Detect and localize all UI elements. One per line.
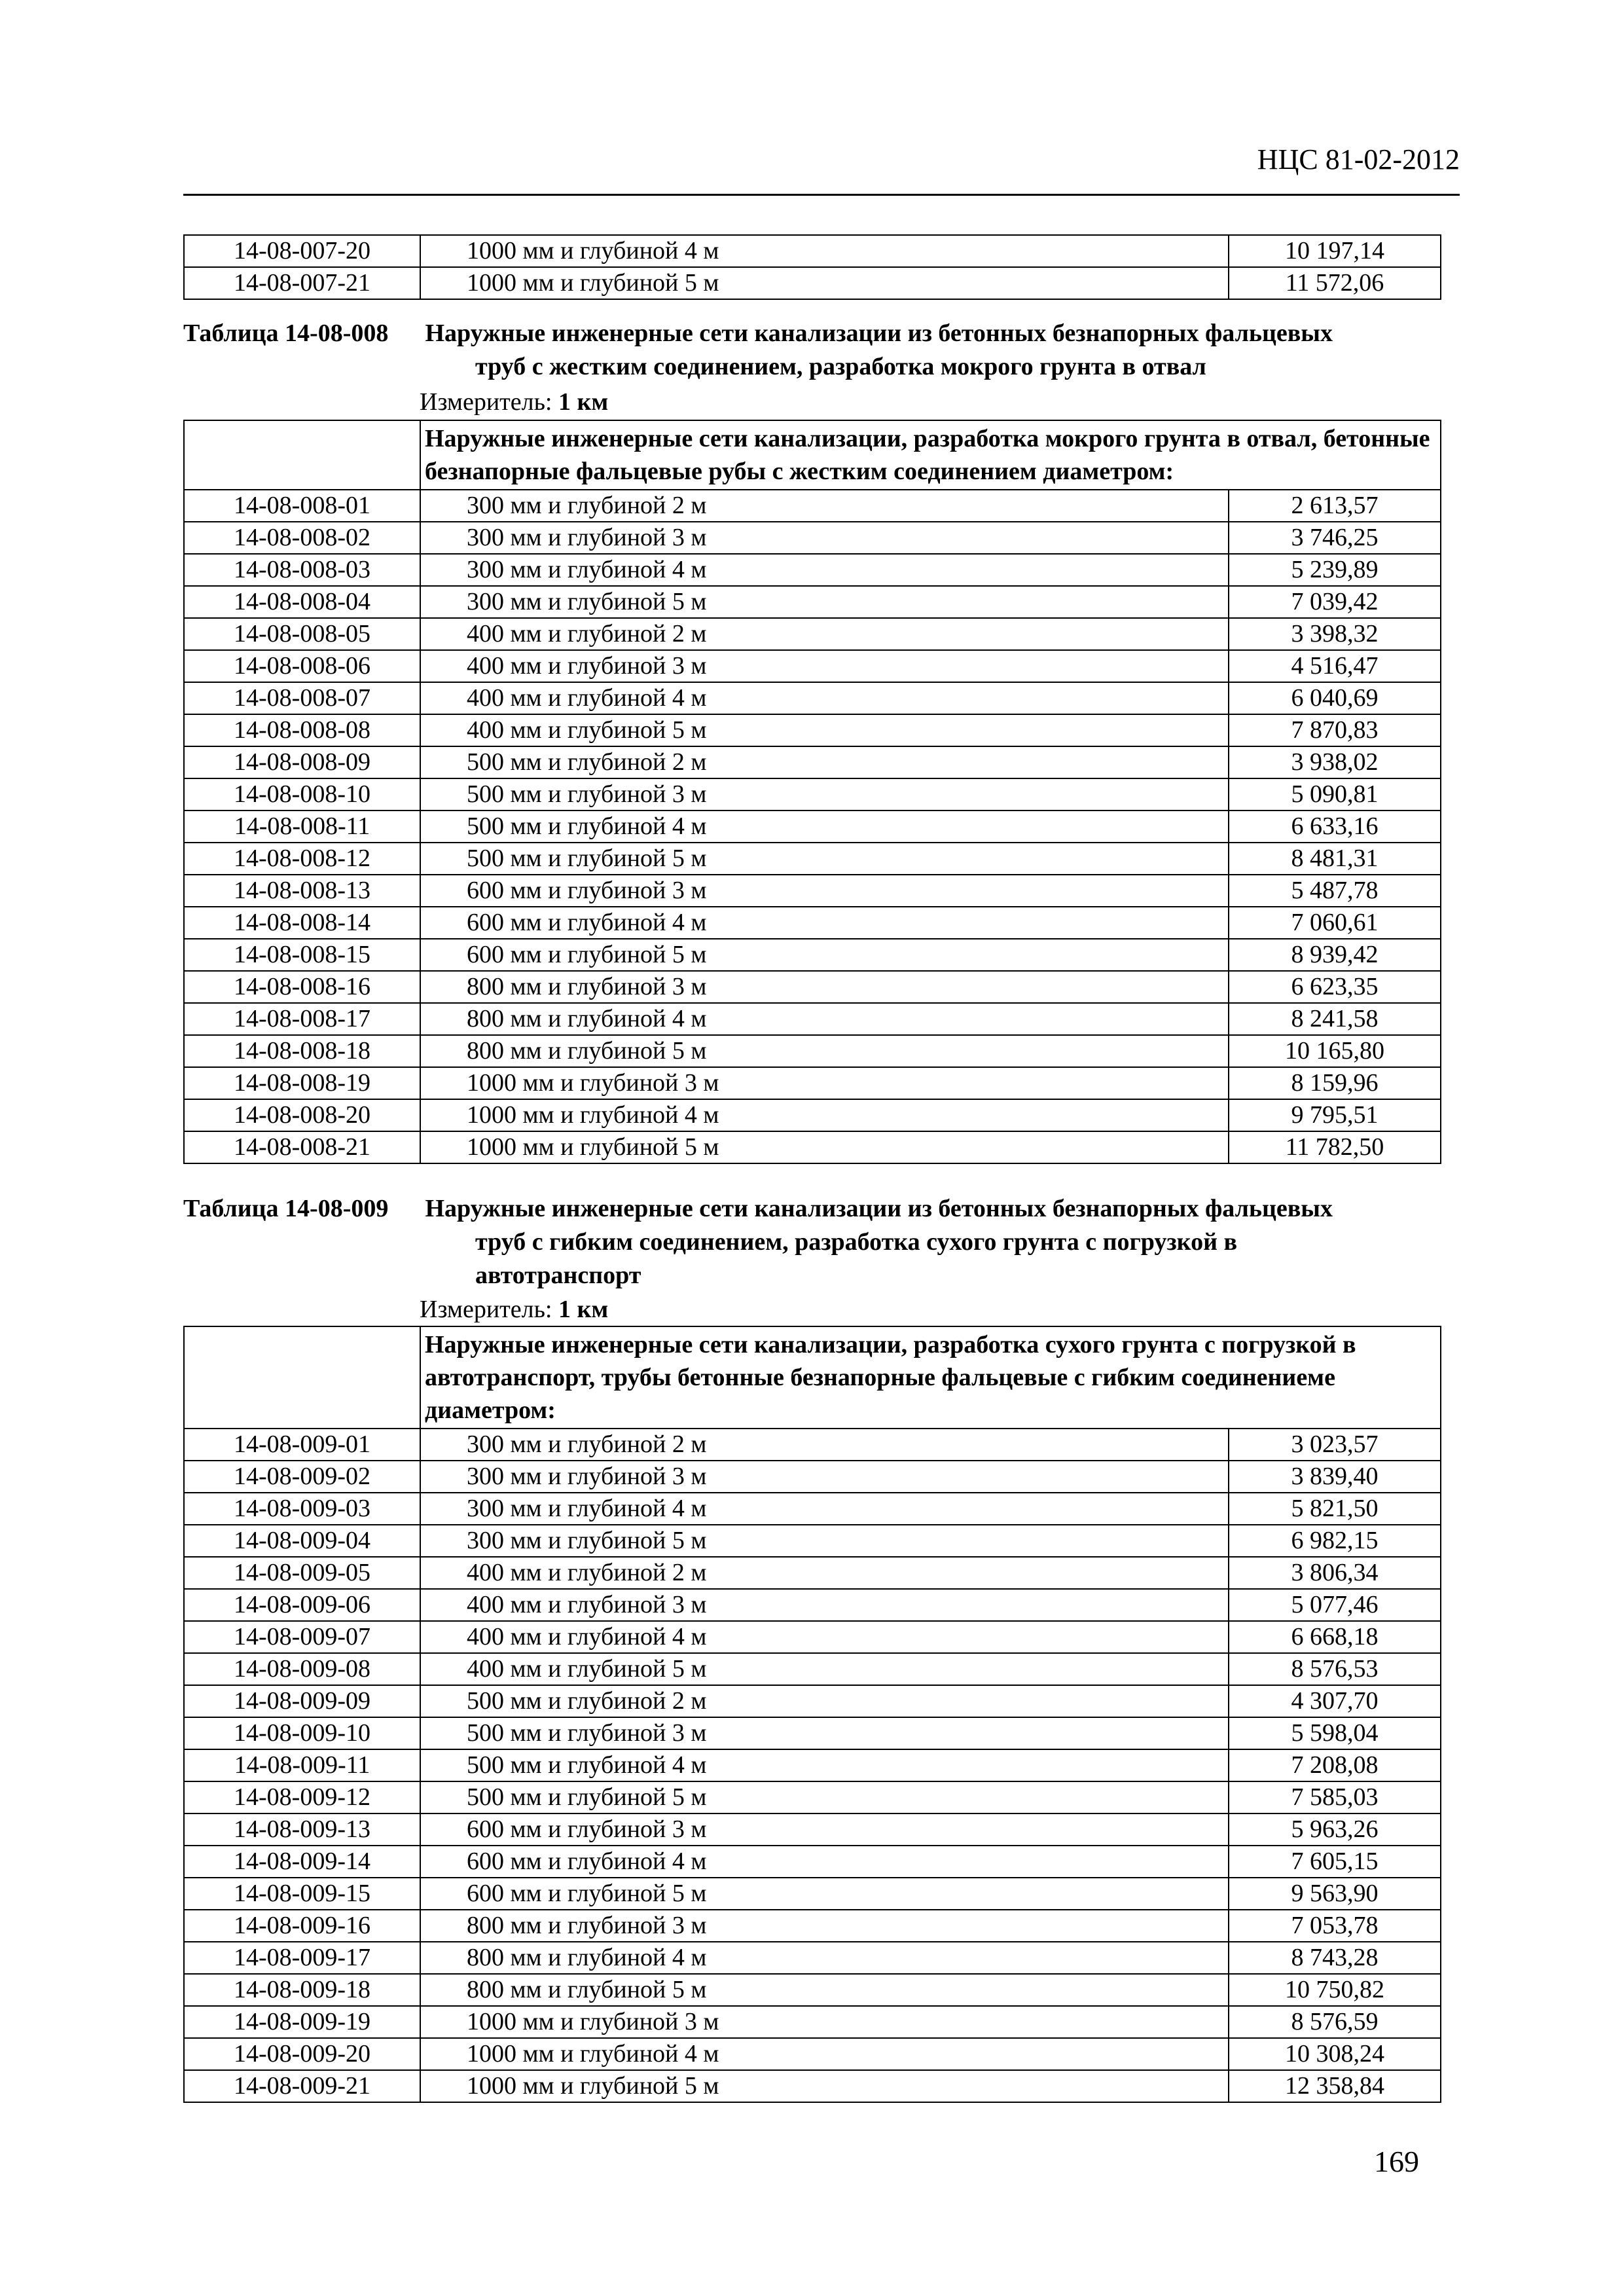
row-price-cell: 6 040,69 <box>1229 682 1441 714</box>
row-price-cell: 8 743,28 <box>1229 1942 1441 1974</box>
row-description-cell: 1000 мм и глубиной 5 м <box>420 2070 1229 2102</box>
row-description-cell: 400 мм и глубиной 4 м <box>420 1621 1229 1653</box>
row-description-cell: 400 мм и глубиной 2 м <box>420 1557 1229 1589</box>
table-row <box>184 235 1441 267</box>
row-price-cell: 7 208,08 <box>1229 1749 1441 1781</box>
row-code-cell: 14-08-009-15 <box>184 1878 420 1910</box>
table-009-header-row <box>184 1326 1441 1429</box>
row-code-cell: 14-08-009-01 <box>184 1429 420 1461</box>
table-row <box>184 1099 1441 1131</box>
row-description-cell: 400 мм и глубиной 5 м <box>420 1653 1229 1685</box>
row-code-cell: 14-08-009-20 <box>184 2038 420 2070</box>
row-description-cell: 1000 мм и глубиной 3 м <box>420 1067 1229 1099</box>
table-009-header-text: Наружные инженерные сети канализации, разработка сухого грунта с погрузкой в автотранспорт, трубы бетонные безнапорные фальцевые с гибким соединениеме диаметром: <box>420 1326 1441 1429</box>
row-code-cell: 14-08-009-07 <box>184 1621 420 1653</box>
table-row <box>184 811 1441 843</box>
row-code-cell: 14-08-009-03 <box>184 1493 420 1525</box>
row-price-cell: 9 795,51 <box>1229 1099 1441 1131</box>
row-code-cell: 14-08-009-06 <box>184 1589 420 1621</box>
row-code-cell: 14-08-009-14 <box>184 1846 420 1878</box>
table-row <box>184 2006 1441 2038</box>
row-code-cell: 14-08-009-10 <box>184 1717 420 1749</box>
table-009-title-line3: автотранспорт <box>475 1262 641 1289</box>
row-code-cell: 14-08-008-04 <box>184 586 420 618</box>
row-code-cell: 14-08-008-02 <box>184 522 420 554</box>
table-009-title-label: Таблица 14-08-009 <box>183 1195 389 1222</box>
row-description-cell: 600 мм и глубиной 3 м <box>420 1813 1229 1846</box>
table-row <box>184 490 1441 522</box>
row-price-cell: 10 165,80 <box>1229 1035 1441 1067</box>
table-008-title-line1: Наружные инженерные сети канализации из бетонных безнапорных фальцевых <box>425 319 1333 347</box>
table-row <box>184 1813 1441 1846</box>
row-description-cell: 500 мм и глубиной 4 м <box>420 811 1229 843</box>
row-code-cell: 14-08-008-11 <box>184 811 420 843</box>
table-row <box>184 586 1441 618</box>
row-price-cell: 6 982,15 <box>1229 1525 1441 1557</box>
row-price-cell: 6 668,18 <box>1229 1621 1441 1653</box>
row-price-cell: 6 623,35 <box>1229 971 1441 1003</box>
table-009-title-line2: труб с гибким соединением, разработка сухого грунта с погрузкой в <box>475 1228 1237 1256</box>
row-code-cell: 14-08-008-09 <box>184 746 420 778</box>
row-price-cell: 3 746,25 <box>1229 522 1441 554</box>
table-row <box>184 1621 1441 1653</box>
row-code-cell: 14-08-009-13 <box>184 1813 420 1846</box>
row-code-cell: 14-08-009-12 <box>184 1781 420 1813</box>
table-008-meter <box>420 386 608 418</box>
row-description-cell: 300 мм и глубиной 5 м <box>420 1525 1229 1557</box>
table-continuation-14-08-007 <box>183 234 1441 300</box>
table-row <box>184 1878 1441 1910</box>
table-row <box>184 778 1441 811</box>
table-009-meter-unit: 1 км <box>558 1296 609 1323</box>
row-price-cell: 7 053,78 <box>1229 1910 1441 1942</box>
table-row <box>184 522 1441 554</box>
row-description-cell: 400 мм и глубиной 3 м <box>420 650 1229 682</box>
table-row <box>184 1429 1441 1461</box>
row-code-cell: 14-08-008-08 <box>184 714 420 746</box>
row-code-cell: 14-08-008-17 <box>184 1003 420 1035</box>
row-description-cell: 600 мм и глубиной 4 м <box>420 1846 1229 1878</box>
table-row <box>184 714 1441 746</box>
table-row <box>184 1493 1441 1525</box>
row-code-cell: 14-08-009-18 <box>184 1974 420 2006</box>
table-009-meter <box>420 1294 608 1325</box>
row-description-cell: 300 мм и глубиной 3 м <box>420 1461 1229 1493</box>
row-price-cell: 2 613,57 <box>1229 490 1441 522</box>
table-row <box>184 1717 1441 1749</box>
row-description-cell: 500 мм и глубиной 5 м <box>420 1781 1229 1813</box>
row-code-cell: 14-08-009-05 <box>184 1557 420 1589</box>
row-description-cell: 400 мм и глубиной 5 м <box>420 714 1229 746</box>
row-description-cell: 1000 мм и глубиной 5 м <box>420 1131 1229 1163</box>
table-row <box>184 1846 1441 1878</box>
table-008-title-line2: труб с жестким соединением, разработка мокрого грунта в отвал <box>475 353 1206 380</box>
row-code-cell: 14-08-009-04 <box>184 1525 420 1557</box>
row-description-cell: 500 мм и глубиной 5 м <box>420 843 1229 875</box>
row-price-cell: 3 023,57 <box>1229 1429 1441 1461</box>
row-code-cell: 14-08-009-19 <box>184 2006 420 2038</box>
table-row <box>184 1942 1441 1974</box>
row-price-cell: 5 821,50 <box>1229 1493 1441 1525</box>
table-row <box>184 907 1441 939</box>
row-price-cell: 7 870,83 <box>1229 714 1441 746</box>
table-row <box>184 1749 1441 1781</box>
row-price-cell: 10 750,82 <box>1229 1974 1441 2006</box>
table-row <box>184 971 1441 1003</box>
row-price-cell: 3 938,02 <box>1229 746 1441 778</box>
table-row <box>184 2038 1441 2070</box>
table-008-title <box>183 317 1460 384</box>
table-row <box>184 2070 1441 2102</box>
row-description-cell: 800 мм и глубиной 3 м <box>420 971 1229 1003</box>
row-description-cell: 1000 мм и глубиной 4 м <box>420 1099 1229 1131</box>
row-code-cell: 14-08-008-21 <box>184 1131 420 1163</box>
table-row <box>184 1557 1441 1589</box>
row-price-cell: 11 572,06 <box>1229 267 1441 299</box>
row-price-cell: 7 039,42 <box>1229 586 1441 618</box>
row-description-cell: 1000 мм и глубиной 4 м <box>420 2038 1229 2070</box>
row-code-cell: 14-08-008-07 <box>184 682 420 714</box>
table-row <box>184 1589 1441 1621</box>
table-row <box>184 843 1441 875</box>
row-code-cell: 14-08-009-08 <box>184 1653 420 1685</box>
table-009-header-empty-cell <box>184 1326 420 1429</box>
table-009-title <box>183 1192 1460 1292</box>
row-code-cell: 14-08-009-11 <box>184 1749 420 1781</box>
table-row <box>184 1781 1441 1813</box>
row-price-cell: 8 241,58 <box>1229 1003 1441 1035</box>
row-price-cell: 8 159,96 <box>1229 1067 1441 1099</box>
row-code-cell: 14-08-008-15 <box>184 939 420 971</box>
table-row <box>184 267 1441 299</box>
page-number: 169 <box>1374 2145 1419 2178</box>
row-description-cell: 800 мм и глубиной 4 м <box>420 1942 1229 1974</box>
row-description-cell: 500 мм и глубиной 3 м <box>420 1717 1229 1749</box>
row-code-cell: 14-08-008-12 <box>184 843 420 875</box>
row-price-cell: 8 576,53 <box>1229 1653 1441 1685</box>
row-description-cell: 500 мм и глубиной 2 м <box>420 1685 1229 1717</box>
table-row <box>184 875 1441 907</box>
row-price-cell: 7 605,15 <box>1229 1846 1441 1878</box>
row-description-cell: 800 мм и глубиной 3 м <box>420 1910 1229 1942</box>
row-price-cell: 10 308,24 <box>1229 2038 1441 2070</box>
row-code-cell: 14-08-009-16 <box>184 1910 420 1942</box>
row-description-cell: 300 мм и глубиной 3 м <box>420 522 1229 554</box>
row-price-cell: 5 239,89 <box>1229 554 1441 586</box>
row-code-cell: 14-08-008-05 <box>184 618 420 650</box>
table-row <box>184 1653 1441 1685</box>
table-row <box>184 554 1441 586</box>
row-description-cell: 600 мм и глубиной 3 м <box>420 875 1229 907</box>
row-code-cell: 14-08-008-16 <box>184 971 420 1003</box>
table-row <box>184 746 1441 778</box>
row-code-cell: 14-08-008-01 <box>184 490 420 522</box>
table-008-title-label: Таблица 14-08-008 <box>183 319 389 347</box>
row-description-cell: 300 мм и глубиной 2 м <box>420 490 1229 522</box>
row-description-cell: 300 мм и глубиной 2 м <box>420 1429 1229 1461</box>
row-description-cell: 800 мм и глубиной 5 м <box>420 1974 1229 2006</box>
row-code-cell: 14-08-008-19 <box>184 1067 420 1099</box>
row-description-cell: 1000 мм и глубиной 3 м <box>420 2006 1229 2038</box>
table-14-08-009 <box>183 1326 1441 2103</box>
row-price-cell: 3 839,40 <box>1229 1461 1441 1493</box>
table-row <box>184 1525 1441 1557</box>
row-code-cell: 14-08-009-02 <box>184 1461 420 1493</box>
row-description-cell: 300 мм и глубиной 4 м <box>420 1493 1229 1525</box>
row-code-cell: 14-08-009-09 <box>184 1685 420 1717</box>
table-row <box>184 1910 1441 1942</box>
table-row <box>184 1461 1441 1493</box>
row-price-cell: 5 090,81 <box>1229 778 1441 811</box>
row-price-cell: 7 585,03 <box>1229 1781 1441 1813</box>
row-price-cell: 5 598,04 <box>1229 1717 1441 1749</box>
row-description-cell: 400 мм и глубиной 4 м <box>420 682 1229 714</box>
row-description-cell: 800 мм и глубиной 5 м <box>420 1035 1229 1067</box>
table-row <box>184 1685 1441 1717</box>
table-008-header-text: Наружные инженерные сети канализации, разработка мокрого грунта в отвал, бетонные безнапорные фальцевые рубы с жестким соединением диаметром: <box>420 420 1441 490</box>
table-row <box>184 1003 1441 1035</box>
row-price-cell: 4 516,47 <box>1229 650 1441 682</box>
row-price-cell: 8 939,42 <box>1229 939 1441 971</box>
row-code-cell: 14-08-008-10 <box>184 778 420 811</box>
row-code-cell: 14-08-009-17 <box>184 1942 420 1974</box>
table-row <box>184 1067 1441 1099</box>
table-row <box>184 682 1441 714</box>
row-price-cell: 4 307,70 <box>1229 1685 1441 1717</box>
row-code-cell: 14-08-008-03 <box>184 554 420 586</box>
row-description-cell: 500 мм и глубиной 2 м <box>420 746 1229 778</box>
row-price-cell: 7 060,61 <box>1229 907 1441 939</box>
table-008-header-row <box>184 420 1441 490</box>
row-description-cell: 1000 мм и глубиной 5 м <box>420 267 1229 299</box>
table-row <box>184 618 1441 650</box>
row-price-cell: 5 963,26 <box>1229 1813 1441 1846</box>
page-header-doc-code: НЦС 81-02-2012 <box>1257 143 1460 175</box>
row-description-cell: 300 мм и глубиной 4 м <box>420 554 1229 586</box>
row-price-cell: 12 358,84 <box>1229 2070 1441 2102</box>
row-price-cell: 9 563,90 <box>1229 1878 1441 1910</box>
row-price-cell: 8 481,31 <box>1229 843 1441 875</box>
table-row <box>184 939 1441 971</box>
table-14-08-008 <box>183 420 1441 1164</box>
row-price-cell: 5 487,78 <box>1229 875 1441 907</box>
row-code-cell: 14-08-008-13 <box>184 875 420 907</box>
table-008-meter-label: Измеритель: <box>420 388 552 416</box>
row-price-cell: 8 576,59 <box>1229 2006 1441 2038</box>
table-row <box>184 1131 1441 1163</box>
row-code-cell: 14-08-008-20 <box>184 1099 420 1131</box>
row-price-cell: 3 806,34 <box>1229 1557 1441 1589</box>
row-price-cell: 5 077,46 <box>1229 1589 1441 1621</box>
table-row <box>184 650 1441 682</box>
row-description-cell: 800 мм и глубиной 4 м <box>420 1003 1229 1035</box>
table-009-title-line1: Наружные инженерные сети канализации из бетонных безнапорных фальцевых <box>425 1195 1333 1222</box>
table-008-header-empty-cell <box>184 420 420 490</box>
row-price-cell: 11 782,50 <box>1229 1131 1441 1163</box>
row-code-cell: 14-08-008-18 <box>184 1035 420 1067</box>
row-description-cell: 400 мм и глубиной 3 м <box>420 1589 1229 1621</box>
row-code-cell: 14-08-008-14 <box>184 907 420 939</box>
table-009-meter-label: Измеритель: <box>420 1296 552 1323</box>
table-008-meter-unit: 1 км <box>558 388 609 416</box>
table-row <box>184 1035 1441 1067</box>
row-price-cell: 6 633,16 <box>1229 811 1441 843</box>
row-description-cell: 1000 мм и глубиной 4 м <box>420 235 1229 267</box>
row-description-cell: 500 мм и глубиной 4 м <box>420 1749 1229 1781</box>
row-code-cell: 14-08-007-21 <box>184 267 420 299</box>
row-code-cell: 14-08-008-06 <box>184 650 420 682</box>
row-description-cell: 600 мм и глубиной 5 м <box>420 1878 1229 1910</box>
row-description-cell: 300 мм и глубиной 5 м <box>420 586 1229 618</box>
row-description-cell: 600 мм и глубиной 4 м <box>420 907 1229 939</box>
row-description-cell: 400 мм и глубиной 2 м <box>420 618 1229 650</box>
row-description-cell: 600 мм и глубиной 5 м <box>420 939 1229 971</box>
row-description-cell: 500 мм и глубиной 3 м <box>420 778 1229 811</box>
row-code-cell: 14-08-007-20 <box>184 235 420 267</box>
row-price-cell: 3 398,32 <box>1229 618 1441 650</box>
table-row <box>184 1974 1441 2006</box>
header-divider <box>183 194 1460 196</box>
row-price-cell: 10 197,14 <box>1229 235 1441 267</box>
row-code-cell: 14-08-009-21 <box>184 2070 420 2102</box>
